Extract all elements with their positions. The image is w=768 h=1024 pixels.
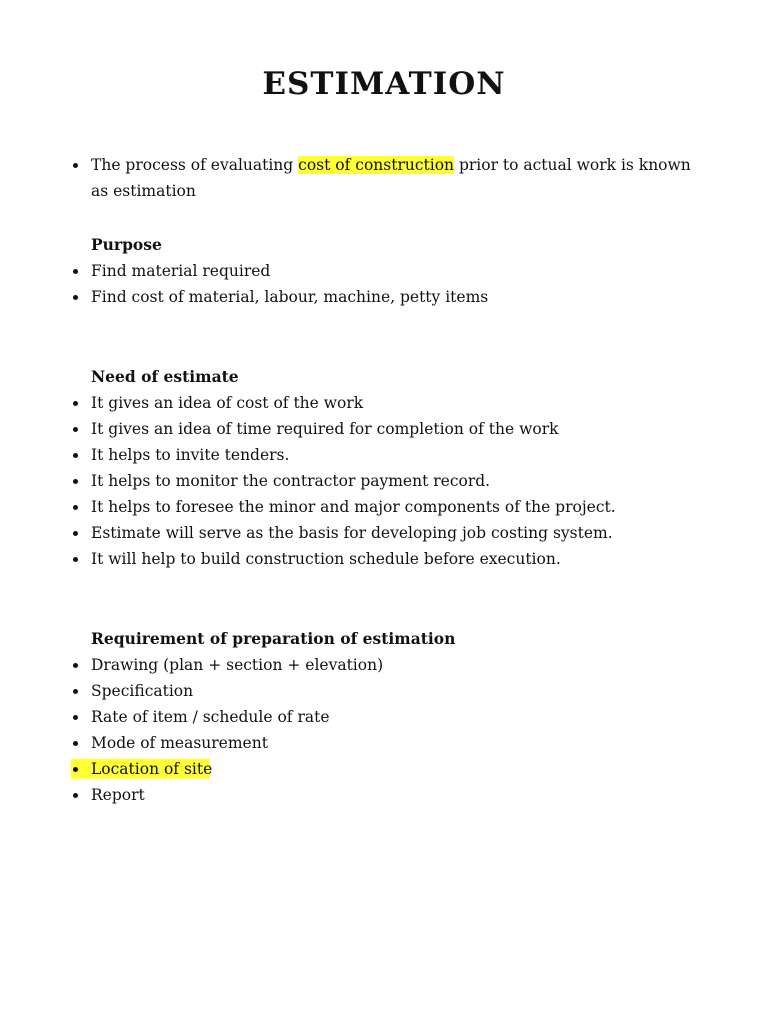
list-item [0,416,768,442]
list-item [0,704,768,730]
bullet-icon [73,427,78,432]
list-item [0,782,768,808]
bullet-icon [73,295,78,300]
requirement-list [0,652,768,808]
list-item-text: Specification [91,682,194,700]
list-item-text: Rate of item / schedule of rate [91,708,330,726]
list-item [0,284,768,310]
list-item-text: Estimate will serve as the basis for developing job costing system. [91,524,613,542]
list-item [0,546,768,572]
bullet-icon [73,557,78,562]
list-item-text: It helps to invite tenders. [91,446,290,464]
list-item-text: Find cost of material, labour, machine, petty items [91,288,489,306]
purpose-heading: Purpose [91,235,162,254]
list-item-text: Find material required [91,262,271,280]
list-item [0,520,768,546]
need-heading: Need of estimate [91,367,239,386]
highlighted-list-item [0,756,768,782]
list-item-text: Mode of measurement [91,734,268,752]
list-item [0,442,768,468]
list-item [0,494,768,520]
bullet-icon [73,793,78,798]
requirement-heading: Requirement of preparation of estimation [91,629,456,648]
purpose-list [0,258,768,310]
list-item [0,152,768,204]
highlighted-text: cost of construction [298,156,455,174]
bullet-icon [73,663,78,668]
list-item [0,390,768,416]
bullet-icon [73,453,78,458]
list-item-text: Drawing (plan + section + elevation) [91,656,384,674]
intro-text-before: The process of evaluating [91,156,299,174]
list-item-text: It gives an idea of time required for completion of the work [91,420,559,438]
list-item-text: It helps to foresee the minor and major components of the project. [91,498,616,516]
bullet-icon [73,401,78,406]
list-item-text: Location of site [91,760,213,778]
intro-list [0,152,768,204]
list-item [0,730,768,756]
list-item-text: Report [91,786,145,804]
bullet-icon [73,715,78,720]
bullet-icon [73,163,78,168]
bullet-icon [73,689,78,694]
bullet-icon [73,531,78,536]
list-item [0,258,768,284]
need-list [0,390,768,572]
bullet-icon [73,505,78,510]
bullet-icon [73,741,78,746]
bullet-icon [73,269,78,274]
intro-text-after: prior to actual work is known as estimation [91,156,691,200]
list-item-text: It will help to build construction schedule before execution. [91,550,561,568]
list-item [0,678,768,704]
bullet-icon [73,767,78,772]
list-item-text: It gives an idea of cost of the work [91,394,364,412]
list-item-text: It helps to monitor the contractor payment record. [91,472,491,490]
list-item [0,468,768,494]
bullet-icon [73,479,78,484]
page-title: ESTIMATION [262,66,506,102]
list-item [0,652,768,678]
